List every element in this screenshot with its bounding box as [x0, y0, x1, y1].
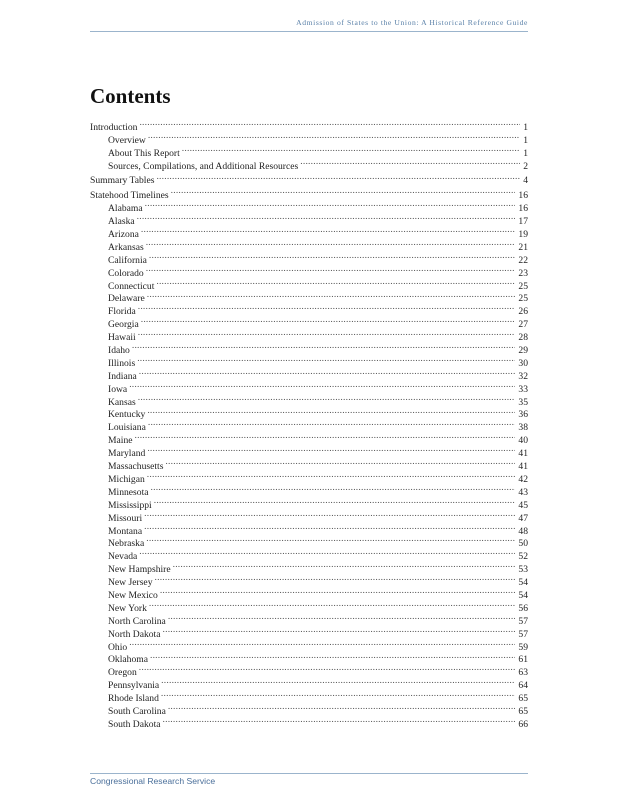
- toc-entry-page-number: 32: [518, 370, 528, 382]
- toc-entry-label: Connecticut: [108, 280, 155, 292]
- toc-entry-label: Georgia: [108, 319, 139, 331]
- toc-entry[interactable]: [90, 392, 528, 408]
- toc-entry-label: Maryland: [108, 448, 146, 460]
- dot-leader: [300, 156, 520, 169]
- toc-entry-label: North Carolina: [108, 615, 166, 627]
- toc-entry[interactable]: [90, 340, 528, 357]
- toc-entry-label: Louisiana: [108, 422, 146, 434]
- toc-entry-page-number: 28: [518, 332, 528, 344]
- toc-entry-page-number: 64: [518, 680, 528, 692]
- toc-entry-label: California: [108, 254, 147, 266]
- toc-entry-label: North Dakota: [108, 628, 161, 640]
- toc-entry-page-number: 59: [518, 641, 528, 653]
- toc-entry-label: Nevada: [108, 551, 138, 563]
- toc-entry-page-number: 52: [518, 551, 528, 563]
- dot-leader: [161, 688, 516, 701]
- toc-entry-page-number: 53: [518, 564, 528, 576]
- toc-entry-page-number: 45: [518, 499, 528, 511]
- dot-leader: [168, 701, 516, 714]
- toc-entry[interactable]: [90, 276, 528, 292]
- dot-leader: [148, 130, 520, 143]
- toc-entry-page-number: 29: [518, 345, 528, 357]
- dot-leader: [149, 598, 515, 611]
- toc-entry-label: Oklahoma: [108, 654, 148, 666]
- toc-entry-label: Minnesota: [108, 486, 149, 498]
- toc-entry[interactable]: [90, 353, 528, 369]
- dot-leader: [139, 546, 515, 559]
- toc-entry-label: Mississippi: [108, 499, 152, 511]
- dot-leader: [163, 714, 516, 727]
- dot-leader: [160, 585, 516, 598]
- toc-entry-page-number: 57: [518, 628, 528, 640]
- dot-leader: [173, 559, 516, 572]
- toc-entry[interactable]: [90, 430, 528, 447]
- toc-entry-page-number: 22: [518, 254, 528, 266]
- toc-entry[interactable]: [90, 250, 528, 266]
- toc-entry[interactable]: [90, 301, 528, 318]
- dot-leader: [144, 508, 515, 521]
- toc-entry-label: Kansas: [108, 396, 136, 408]
- toc-entry-page-number: 1: [523, 147, 528, 159]
- toc-entry-page-number: 38: [518, 422, 528, 434]
- toc-entry-page-number: 27: [518, 319, 528, 331]
- toc-entry[interactable]: [90, 585, 528, 601]
- dot-leader: [132, 340, 516, 353]
- dot-leader: [146, 237, 516, 250]
- dot-leader: [161, 675, 515, 688]
- dot-leader: [147, 405, 515, 418]
- toc-entry-label: Maine: [108, 435, 133, 447]
- toc-entry-label: South Carolina: [108, 705, 166, 717]
- dot-leader: [137, 353, 515, 366]
- toc-entry-page-number: 33: [518, 383, 528, 395]
- toc-entry-label: About This Report: [108, 147, 180, 159]
- toc-entry[interactable]: [90, 482, 528, 498]
- toc-entry-label: New Hampshire: [108, 564, 171, 576]
- dot-leader: [151, 482, 516, 495]
- toc-entry[interactable]: [90, 650, 528, 666]
- toc-entry[interactable]: [90, 237, 528, 253]
- toc-entry[interactable]: [90, 263, 528, 279]
- toc-entry[interactable]: [90, 366, 528, 382]
- toc-entry-label: Idaho: [108, 345, 130, 357]
- toc-entry-page-number: 65: [518, 705, 528, 717]
- toc-entry-label: Alaska: [108, 216, 135, 228]
- toc-entry-label: Overview: [108, 134, 146, 146]
- toc-entry-label: Summary Tables: [90, 175, 155, 187]
- toc-entry-label: Illinois: [108, 357, 136, 369]
- toc-entry-page-number: 30: [518, 357, 528, 369]
- toc-entry[interactable]: [90, 559, 528, 576]
- dot-leader: [144, 521, 515, 534]
- dot-leader: [155, 572, 516, 585]
- table-of-contents: [90, 117, 528, 730]
- toc-entry-page-number: 35: [518, 396, 528, 408]
- toc-entry-label: Sources, Compilations, and Additional Resources: [108, 160, 299, 172]
- dot-leader: [139, 117, 520, 130]
- toc-entry-label: Delaware: [108, 293, 145, 305]
- toc-entry-page-number: 16: [518, 203, 528, 215]
- toc-entry-label: Statehood Timelines: [90, 190, 169, 202]
- toc-entry[interactable]: [90, 598, 528, 614]
- dot-leader: [145, 198, 516, 211]
- toc-entry-label: Ohio: [108, 641, 128, 653]
- toc-entry[interactable]: [90, 546, 528, 563]
- dot-leader: [135, 430, 516, 443]
- toc-entry[interactable]: [90, 224, 528, 241]
- toc-entry[interactable]: [90, 143, 528, 159]
- toc-entry[interactable]: [90, 534, 528, 550]
- toc-entry-page-number: 41: [518, 461, 528, 473]
- running-header: Admission of States to the Union: A Historical Reference Guide: [296, 18, 528, 27]
- toc-entry-label: Pennsylvania: [108, 680, 160, 692]
- toc-entry-page-number: 26: [518, 306, 528, 318]
- toc-entry-label: Massachusetts: [108, 461, 164, 473]
- toc-entry-page-number: 1: [523, 121, 528, 133]
- toc-entry-label: New Jersey: [108, 577, 153, 589]
- dot-leader: [137, 211, 516, 224]
- toc-entry[interactable]: [90, 675, 528, 692]
- toc-entry-page-number: 48: [518, 525, 528, 537]
- toc-entry-label: Kentucky: [108, 409, 146, 421]
- toc-entry[interactable]: [90, 211, 528, 228]
- dot-leader: [165, 456, 515, 469]
- toc-entry[interactable]: [90, 327, 528, 344]
- dot-leader: [148, 417, 516, 430]
- toc-entry-label: Oregon: [108, 667, 137, 679]
- toc-entry[interactable]: [90, 662, 528, 679]
- toc-entry-label: Montana: [108, 525, 143, 537]
- toc-entry-page-number: 1: [523, 134, 528, 146]
- dot-leader: [147, 469, 516, 482]
- toc-entry-label: Colorado: [108, 267, 144, 279]
- dot-leader: [139, 662, 516, 675]
- toc-entry-page-number: 2: [523, 160, 528, 172]
- toc-entry-label: Michigan: [108, 473, 145, 485]
- toc-entry-page-number: 57: [518, 615, 528, 627]
- header-divider: [90, 31, 528, 32]
- toc-entry-label: Introduction: [90, 121, 138, 133]
- toc-entry-page-number: 42: [518, 473, 528, 485]
- toc-entry-page-number: 4: [523, 175, 528, 187]
- toc-entry-page-number: 23: [518, 267, 528, 279]
- toc-entry[interactable]: [90, 289, 528, 305]
- dot-leader: [138, 392, 516, 405]
- dot-leader: [150, 650, 515, 663]
- dot-leader: [147, 289, 516, 302]
- dot-leader: [154, 495, 516, 508]
- toc-entry[interactable]: [90, 171, 528, 187]
- toc-entry-page-number: 50: [518, 538, 528, 550]
- toc-entry-page-number: 25: [518, 280, 528, 292]
- dot-leader: [141, 314, 516, 327]
- toc-entry-label: Rhode Island: [108, 693, 159, 705]
- toc-entry[interactable]: [90, 405, 528, 421]
- toc-entry[interactable]: [90, 456, 528, 473]
- toc-entry-label: Florida: [108, 306, 136, 318]
- toc-entry-page-number: 63: [518, 667, 528, 679]
- toc-entry-page-number: 47: [518, 512, 528, 524]
- dot-leader: [156, 276, 515, 289]
- toc-entry-page-number: 19: [518, 229, 528, 241]
- toc-entry[interactable]: [90, 130, 528, 146]
- toc-entry[interactable]: [90, 314, 528, 331]
- dot-leader: [129, 637, 515, 650]
- dot-leader: [171, 185, 516, 198]
- dot-leader: [168, 611, 516, 624]
- toc-entry-page-number: 65: [518, 693, 528, 705]
- toc-entry-page-number: 40: [518, 435, 528, 447]
- dot-leader: [146, 534, 515, 547]
- toc-entry[interactable]: [90, 417, 528, 434]
- toc-entry[interactable]: [90, 521, 528, 537]
- toc-entry-page-number: 61: [518, 654, 528, 666]
- dot-leader: [147, 443, 515, 456]
- toc-entry-page-number: 25: [518, 293, 528, 305]
- toc-entry[interactable]: [90, 508, 528, 524]
- toc-entry-page-number: 43: [518, 486, 528, 498]
- toc-entry[interactable]: [90, 572, 528, 589]
- toc-entry[interactable]: [90, 379, 528, 395]
- dot-leader: [146, 263, 516, 276]
- toc-entry[interactable]: [90, 495, 528, 511]
- dot-leader: [156, 171, 520, 184]
- toc-entry-page-number: 66: [518, 718, 528, 730]
- toc-entry[interactable]: [90, 185, 528, 202]
- toc-entry-page-number: 41: [518, 448, 528, 460]
- toc-entry-page-number: 54: [518, 577, 528, 589]
- footer-divider: [90, 773, 528, 774]
- toc-entry-label: Arkansas: [108, 241, 144, 253]
- dot-leader: [129, 379, 515, 392]
- toc-entry[interactable]: [90, 198, 528, 215]
- toc-entry-label: Alabama: [108, 203, 143, 215]
- dot-leader: [141, 224, 516, 237]
- toc-entry[interactable]: [90, 611, 528, 627]
- toc-entry-label: Indiana: [108, 370, 137, 382]
- toc-entry-page-number: 21: [518, 241, 528, 253]
- toc-entry-page-number: 56: [518, 602, 528, 614]
- footer-text: Congressional Research Service: [90, 776, 216, 786]
- toc-entry[interactable]: [90, 637, 528, 653]
- toc-entry-label: South Dakota: [108, 718, 161, 730]
- toc-entry[interactable]: [90, 117, 528, 133]
- toc-entry-page-number: 16: [518, 190, 528, 202]
- dot-leader: [138, 327, 516, 340]
- dot-leader: [163, 624, 516, 637]
- toc-entry[interactable]: [90, 469, 528, 485]
- toc-entry-label: Hawaii: [108, 332, 136, 344]
- toc-entry-label: Nebraska: [108, 538, 145, 550]
- toc-entry-label: Arizona: [108, 229, 139, 241]
- toc-entry[interactable]: [90, 443, 528, 460]
- toc-entry-label: Iowa: [108, 383, 128, 395]
- dot-leader: [138, 301, 516, 314]
- toc-entry-label: New Mexico: [108, 589, 158, 601]
- dot-leader: [149, 250, 516, 263]
- page-title: Contents: [90, 84, 171, 108]
- toc-entry-label: New York: [108, 602, 147, 614]
- toc-entry-page-number: 17: [518, 216, 528, 228]
- dot-leader: [182, 143, 520, 156]
- toc-entry-page-number: 36: [518, 409, 528, 421]
- toc-entry-page-number: 54: [518, 589, 528, 601]
- toc-entry-label: Missouri: [108, 512, 143, 524]
- dot-leader: [139, 366, 516, 379]
